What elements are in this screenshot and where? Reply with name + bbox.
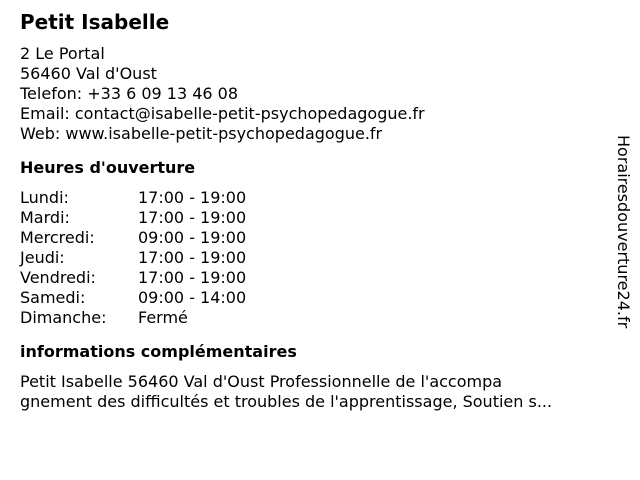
day-label: Mardi: bbox=[20, 208, 70, 227]
phone-line: Telefon: +33 6 09 13 46 08 bbox=[20, 84, 239, 103]
info-description bbox=[20, 372, 600, 412]
time-value: 17:00 - 19:00 bbox=[138, 268, 247, 287]
contact-block bbox=[20, 44, 600, 144]
day-label: Dimanche: bbox=[20, 308, 107, 327]
hours-table bbox=[20, 188, 600, 328]
business-name: Petit Isabelle bbox=[20, 10, 170, 34]
hours-row-friday bbox=[20, 268, 600, 288]
address-line-1: 2 Le Portal bbox=[20, 44, 105, 63]
day-label: Jeudi: bbox=[20, 248, 65, 267]
hours-row-wednesday bbox=[20, 228, 600, 248]
time-value: 09:00 - 19:00 bbox=[138, 228, 247, 247]
day-label: Lundi: bbox=[20, 188, 69, 207]
day-label: Vendredi: bbox=[20, 268, 96, 287]
info-line-2: gnement des difficultés et troubles de l'apprentissage, Soutien s... bbox=[20, 392, 553, 411]
time-value: 09:00 - 14:00 bbox=[138, 288, 247, 307]
time-value: Fermé bbox=[138, 308, 188, 327]
email-line: Email: contact@isabelle-petit-psychopedagogue.fr bbox=[20, 104, 425, 123]
hours-row-thursday bbox=[20, 248, 600, 268]
time-value: 17:00 - 19:00 bbox=[138, 188, 247, 207]
day-label: Samedi: bbox=[20, 288, 86, 307]
business-card bbox=[20, 10, 600, 412]
info-heading: informations complémentaires bbox=[20, 342, 297, 361]
address-line-2: 56460 Val d'Oust bbox=[20, 64, 157, 83]
info-line-1: Petit Isabelle 56460 Val d'Oust Professionnelle de l'accompa bbox=[20, 372, 503, 391]
site-watermark: Horairesdouverture24.fr bbox=[614, 135, 633, 329]
hours-heading: Heures d'ouverture bbox=[20, 158, 196, 177]
web-line: Web: www.isabelle-petit-psychopedagogue.fr bbox=[20, 124, 383, 143]
hours-row-tuesday bbox=[20, 208, 600, 228]
hours-row-sunday bbox=[20, 308, 600, 328]
time-value: 17:00 - 19:00 bbox=[138, 208, 247, 227]
hours-row-monday bbox=[20, 188, 600, 208]
day-label: Mercredi: bbox=[20, 228, 95, 247]
hours-row-saturday bbox=[20, 288, 600, 308]
time-value: 17:00 - 19:00 bbox=[138, 248, 247, 267]
